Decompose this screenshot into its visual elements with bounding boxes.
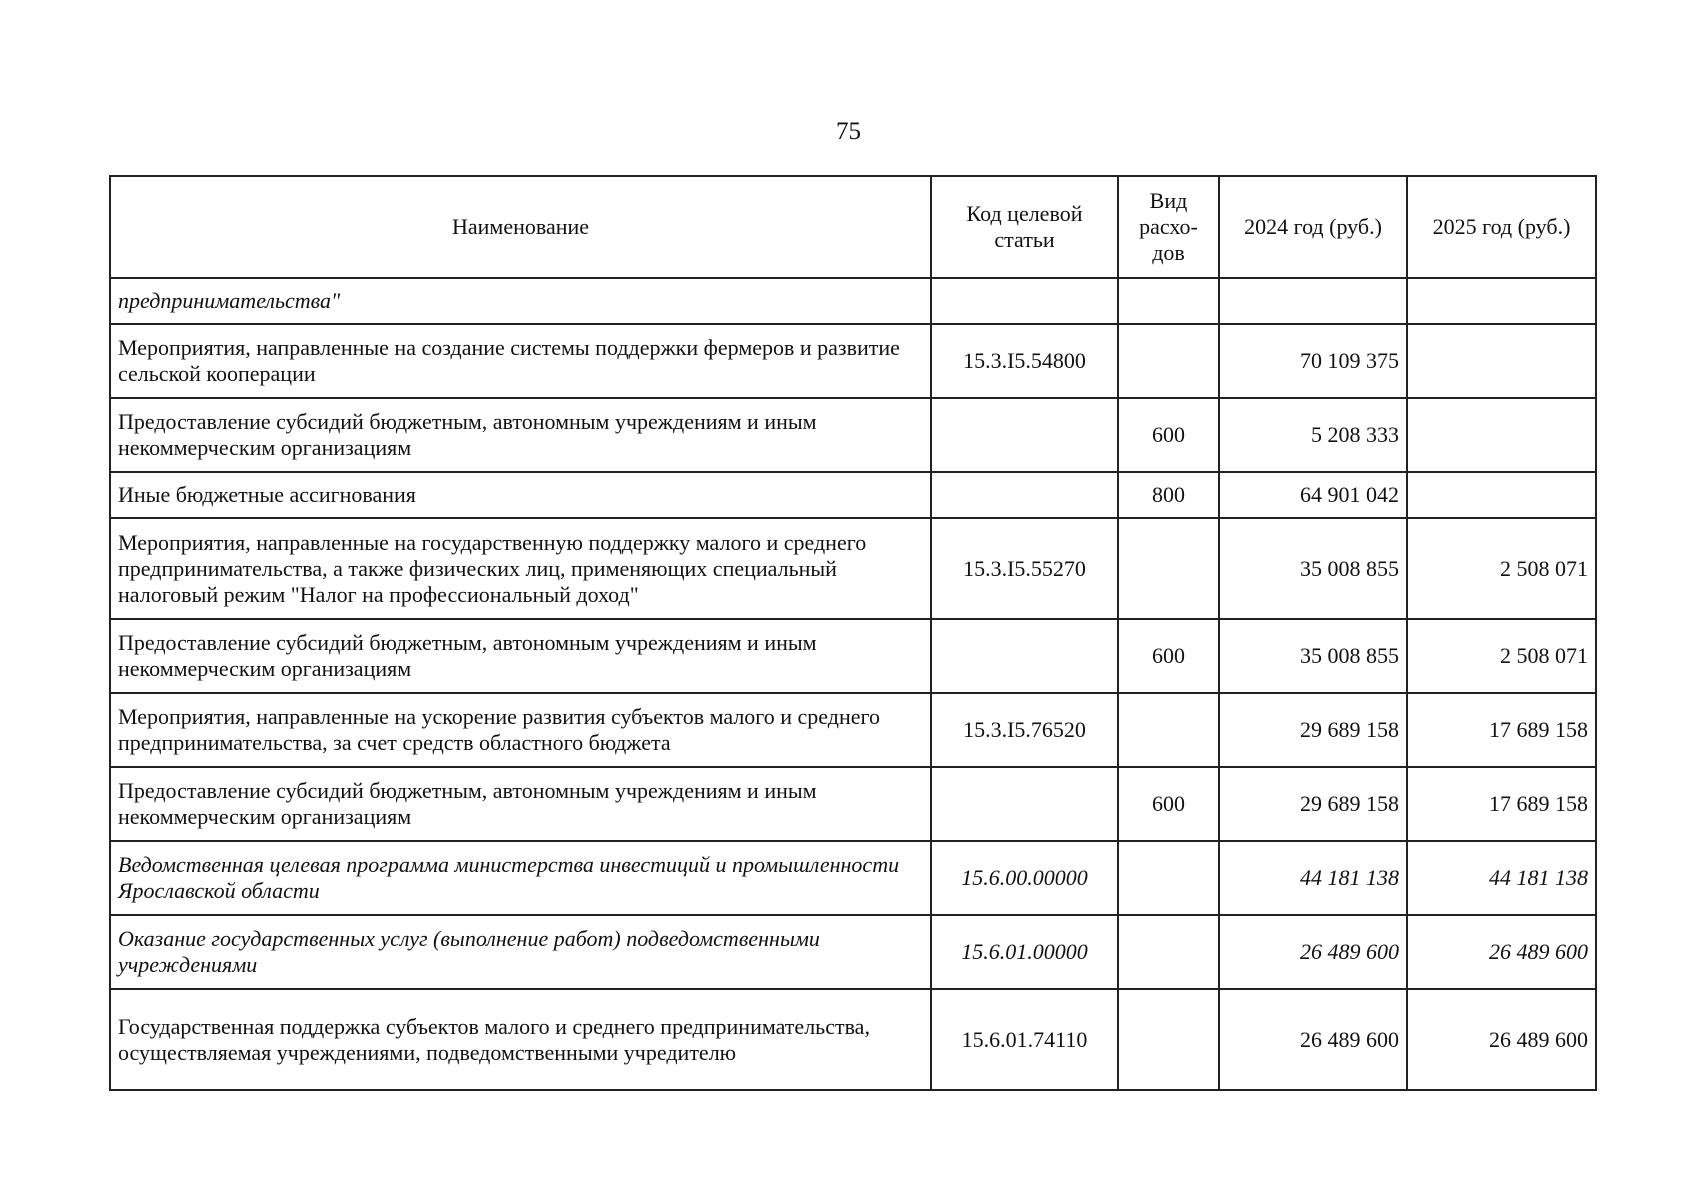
table-row	[110, 767, 1596, 841]
row-amount-2024: 5 208 333	[1219, 398, 1407, 472]
row-code: 15.6.01.74110	[931, 989, 1118, 1090]
row-name: Иные бюджетные ассигнования	[110, 472, 931, 518]
row-amount-2025: 2 508 071	[1407, 619, 1596, 693]
row-code	[931, 278, 1118, 324]
row-amount-2024	[1219, 278, 1407, 324]
page-number: 75	[836, 118, 861, 145]
row-code	[931, 767, 1118, 841]
row-name: предпринимательства"	[110, 278, 931, 324]
row-code: 15.3.I5.54800	[931, 324, 1118, 398]
row-name: Предоставление субсидий бюджетным, автономным учреждениям и иным некоммерческим организациям	[110, 619, 931, 693]
table-row	[110, 841, 1596, 915]
header-year-2024: 2024 год (руб.)	[1219, 176, 1407, 278]
row-amount-2025	[1407, 472, 1596, 518]
row-code: 15.6.01.00000	[931, 915, 1118, 989]
row-expense-type	[1118, 841, 1219, 915]
row-amount-2024: 44 181 138	[1219, 841, 1407, 915]
table-row	[110, 915, 1596, 989]
row-code: 15.3.I5.76520	[931, 693, 1118, 767]
row-expense-type	[1118, 278, 1219, 324]
row-name: Мероприятия, направленные на государственную поддержку малого и среднего предпринимательства, а также физических лиц, применяющих специальный налоговый режим "Налог на профессиональный доход"	[110, 518, 931, 619]
row-amount-2024: 26 489 600	[1219, 989, 1407, 1090]
row-expense-type: 800	[1118, 472, 1219, 518]
row-expense-type: 600	[1118, 767, 1219, 841]
row-expense-type: 600	[1118, 398, 1219, 472]
row-name: Предоставление субсидий бюджетным, автономным учреждениям и иным некоммерческим организациям	[110, 767, 931, 841]
row-name: Ведомственная целевая программа министерства инвестиций и промышленности Ярославской области	[110, 841, 931, 915]
row-name: Оказание государственных услуг (выполнение работ) подведомственными учреждениями	[110, 915, 931, 989]
row-amount-2024: 70 109 375	[1219, 324, 1407, 398]
row-expense-type	[1118, 518, 1219, 619]
row-code	[931, 619, 1118, 693]
row-amount-2025	[1407, 398, 1596, 472]
row-amount-2025: 17 689 158	[1407, 767, 1596, 841]
budget-table	[109, 175, 1597, 1091]
table-row	[110, 989, 1596, 1090]
table-row	[110, 619, 1596, 693]
row-expense-type	[1118, 693, 1219, 767]
row-amount-2024: 29 689 158	[1219, 693, 1407, 767]
row-amount-2025: 17 689 158	[1407, 693, 1596, 767]
row-code	[931, 398, 1118, 472]
row-amount-2024: 64 901 042	[1219, 472, 1407, 518]
row-amount-2025: 44 181 138	[1407, 841, 1596, 915]
header-code: Код целевой статьи	[931, 176, 1118, 278]
table-row	[110, 398, 1596, 472]
table-body	[110, 278, 1596, 1090]
row-expense-type	[1118, 989, 1219, 1090]
row-name: Государственная поддержка субъектов малого и среднего предпринимательства, осуществляемая учреждениями, подведомственными учредителю	[110, 989, 931, 1090]
row-amount-2025	[1407, 324, 1596, 398]
row-expense-type	[1118, 915, 1219, 989]
header-expense-type: Вид расхо-дов	[1118, 176, 1219, 278]
header-year-2025: 2025 год (руб.)	[1407, 176, 1596, 278]
table-row	[110, 324, 1596, 398]
table-header-row	[110, 176, 1596, 278]
row-amount-2024: 26 489 600	[1219, 915, 1407, 989]
row-name: Мероприятия, направленные на ускорение развития субъектов малого и среднего предпринимательства, за счет средств областного бюджета	[110, 693, 931, 767]
row-expense-type: 600	[1118, 619, 1219, 693]
row-amount-2025: 26 489 600	[1407, 915, 1596, 989]
row-name: Предоставление субсидий бюджетным, автономным учреждениям и иным некоммерческим организациям	[110, 398, 931, 472]
row-amount-2024: 29 689 158	[1219, 767, 1407, 841]
row-amount-2025	[1407, 278, 1596, 324]
header-name: Наименование	[110, 176, 931, 278]
row-name: Мероприятия, направленные на создание системы поддержки фермеров и развитие сельской кооперации	[110, 324, 931, 398]
table-row	[110, 472, 1596, 518]
row-code: 15.6.00.00000	[931, 841, 1118, 915]
row-code: 15.3.I5.55270	[931, 518, 1118, 619]
row-amount-2024: 35 008 855	[1219, 619, 1407, 693]
table-row	[110, 693, 1596, 767]
table-row	[110, 518, 1596, 619]
row-amount-2024: 35 008 855	[1219, 518, 1407, 619]
row-amount-2025: 2 508 071	[1407, 518, 1596, 619]
row-expense-type	[1118, 324, 1219, 398]
row-amount-2025: 26 489 600	[1407, 989, 1596, 1090]
row-code	[931, 472, 1118, 518]
table-row	[110, 278, 1596, 324]
